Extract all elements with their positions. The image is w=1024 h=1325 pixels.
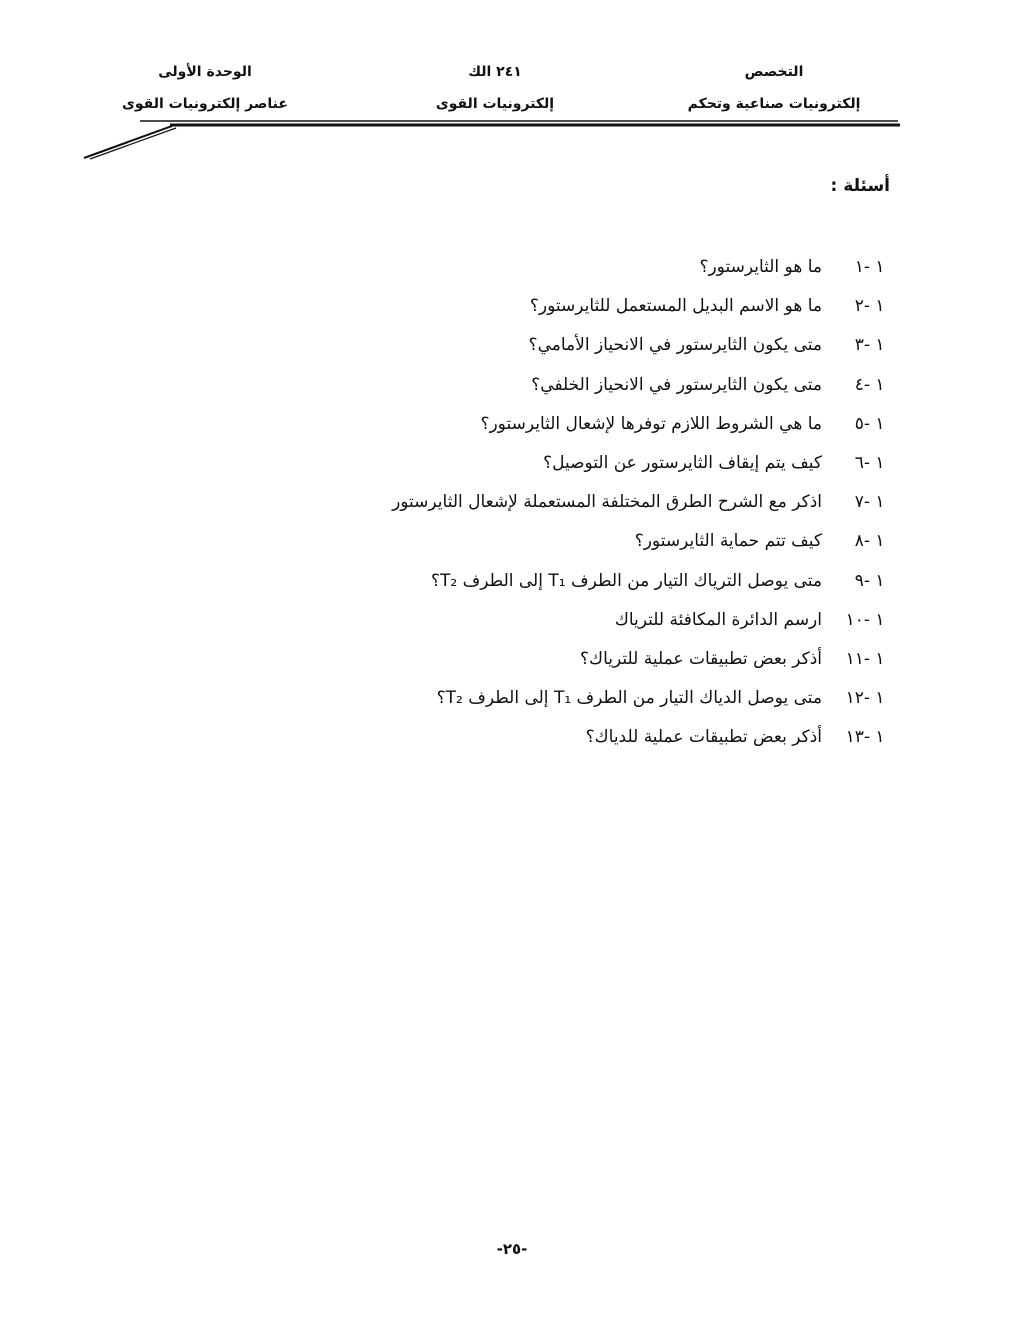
question-number: -٤ (854, 374, 870, 395)
question-item (190, 722, 890, 761)
question-text: أذكر بعض تطبيقات عملية للترياك؟ (580, 648, 822, 669)
chapter-number: ١ (875, 335, 885, 356)
course-name: إلكترونيات القوى (435, 96, 555, 112)
question-number: -٧ (854, 492, 870, 513)
chapter-number: ١ (875, 413, 885, 434)
chapter-number: ١ (875, 727, 885, 748)
question-item (190, 644, 890, 683)
specialty-label: التخصص (744, 64, 804, 80)
chapter-number: ١ (875, 531, 885, 552)
question-text: كيف تتم حماية الثايرستور؟ (634, 531, 822, 552)
chapter-number: ١ (875, 296, 885, 317)
question-number: -١٢ (845, 688, 870, 709)
question-item (190, 448, 890, 487)
question-number: -١٣ (845, 727, 870, 748)
question-item (190, 487, 890, 526)
questions-list (190, 252, 890, 761)
question-item (190, 683, 890, 722)
chapter-number: ١ (875, 570, 885, 591)
question-text: متى يوصل الدياك التيار من الطرف T₁ إلى الطرف T₂؟ (436, 688, 822, 709)
question-text: اذكر مع الشرح الطرق المختلفة المستعملة لإشعال الثايرستور (392, 492, 822, 513)
question-text: متى يكون الثايرستور في الانحياز الخلفي؟ (531, 374, 822, 395)
question-number: -١٠ (845, 609, 870, 630)
question-number: -٥ (854, 413, 870, 434)
course-code: ٢٤١ الك (468, 64, 522, 80)
unit-label: الوحدة الأولى (158, 64, 252, 80)
question-number: -٣ (854, 335, 870, 356)
question-text: ما هو الثايرستور؟ (699, 257, 822, 277)
question-text: متى يكون الثايرستور في الانحياز الأمامي؟ (528, 335, 822, 356)
chapter-number: ١ (875, 609, 885, 630)
chapter-number: ١ (875, 374, 885, 395)
question-item (190, 566, 890, 605)
question-text: ارسم الدائرة المكافئة للترياك (614, 609, 822, 630)
question-number: -٨ (854, 531, 870, 552)
question-number: -٩ (854, 570, 870, 591)
header-rule (0, 115, 1024, 175)
question-text: ما هو الاسم البديل المستعمل للثايرستور؟ (529, 296, 822, 317)
specialty-value: إلكترونيات صناعية وتحكم (687, 96, 861, 112)
chapter-number: ١ (875, 452, 885, 473)
question-item (190, 605, 890, 644)
question-text: أذكر بعض تطبيقات عملية للدياك؟ (585, 727, 822, 748)
chapter-number: ١ (875, 492, 885, 513)
section-title: أسئلة : (830, 176, 890, 196)
question-text: متى يوصل الترياك التيار من الطرف T₁ إلى الطرف T₂؟ (430, 570, 822, 591)
chapter-number: ١ (875, 648, 885, 669)
question-text: كيف يتم إيقاف الثايرستور عن التوصيل؟ (543, 452, 822, 473)
question-item (190, 370, 890, 409)
question-number: -٦ (854, 452, 870, 473)
question-number: -٢ (854, 296, 870, 317)
chapter-number: ١ (875, 257, 885, 277)
question-item (190, 409, 890, 448)
question-item (190, 330, 890, 369)
question-text: ما هي الشروط اللازم توفرها لإشعال الثايرستور؟ (480, 413, 822, 434)
question-item (190, 526, 890, 565)
question-item (190, 291, 890, 330)
question-item (190, 252, 890, 291)
chapter-number: ١ (875, 688, 885, 709)
question-number: -١١ (845, 648, 870, 669)
question-number: -١ (854, 257, 870, 277)
unit-name: عناصر إلكترونيات القوى (122, 96, 288, 112)
page-number: -٢٥- (496, 1240, 528, 1258)
